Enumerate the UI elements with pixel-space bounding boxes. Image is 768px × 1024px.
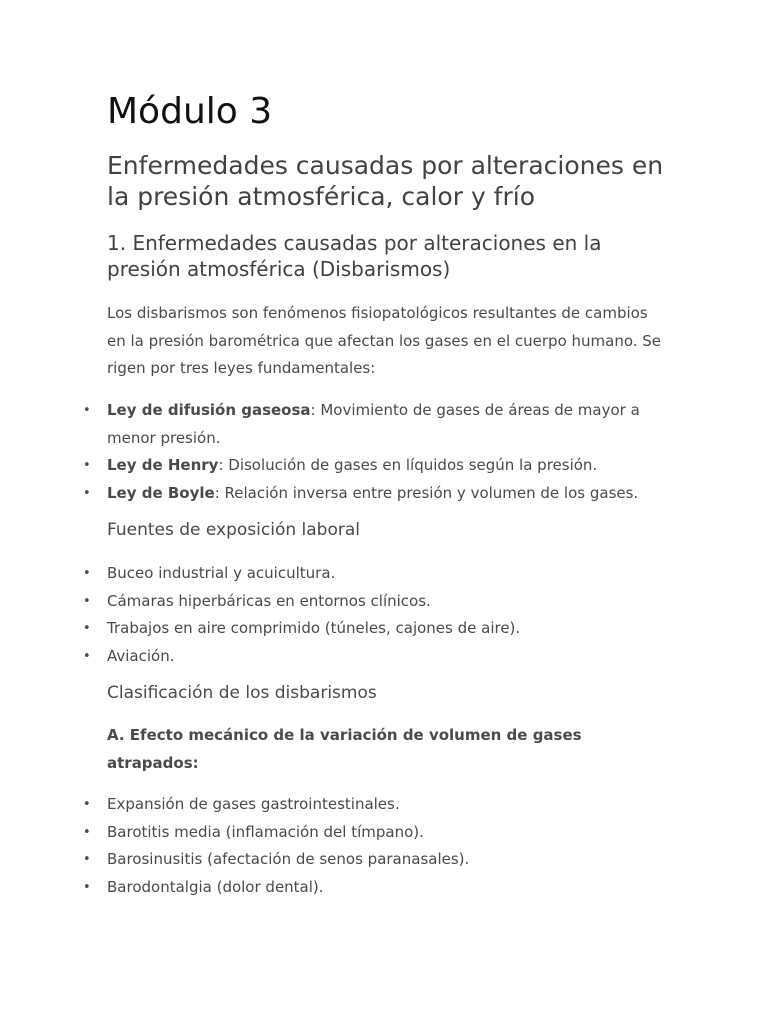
- list-item-text: Aviación.: [107, 646, 175, 665]
- list-item-text: Barodontalgia (dolor dental).: [107, 877, 324, 896]
- law-item: [83, 397, 667, 452]
- category-a-list: [83, 791, 667, 901]
- bullet-icon: •: [83, 403, 91, 418]
- exposure-list: [83, 560, 667, 670]
- bullet-icon: •: [83, 485, 91, 501]
- law-description: : Relación inversa entre presión y volumen de los gases.: [214, 483, 639, 502]
- law-item: [83, 480, 667, 508]
- law-item: [83, 452, 667, 480]
- module-subtitle: Enfermedades causadas por alteraciones en la presión atmosférica, calor y frío: [107, 151, 664, 211]
- module-title: Módulo 3: [107, 91, 273, 132]
- list-item-text: Cámaras hiperbáricas en entornos clínicos.: [107, 591, 431, 610]
- exposure-heading: Fuentes de exposición laboral: [107, 520, 360, 540]
- classification-heading: Clasificación de los disbarismos: [107, 683, 377, 703]
- list-item: [83, 791, 667, 819]
- bullet-icon: •: [83, 458, 91, 473]
- bullet-icon: •: [83, 566, 91, 581]
- laws-list: [83, 397, 667, 507]
- bullet-icon: •: [83, 621, 91, 636]
- list-item: [83, 588, 667, 616]
- law-term: Ley de Henry: [107, 456, 219, 474]
- bullet-icon: •: [83, 797, 91, 812]
- category-a-heading: A. Efecto mecánico de la variación de volumen de gases atrapados:: [107, 726, 582, 772]
- list-item-text: Barosinusitis (afectación de senos paranasales).: [107, 850, 470, 868]
- list-item-text: Barotitis media (inflamación del tímpano).: [107, 822, 424, 841]
- list-item-text: Buceo industrial y acuicultura.: [107, 564, 336, 582]
- law-description: : Disolución de gases en líquidos según la presión.: [218, 456, 598, 474]
- list-item: [83, 643, 667, 671]
- bullet-icon: •: [83, 593, 91, 609]
- list-item-text: Trabajos en aire comprimido (túneles, cajones de aire).: [107, 619, 521, 637]
- list-item-text: Expansión de gases gastrointestinales.: [107, 795, 400, 813]
- bullet-icon: •: [83, 824, 91, 840]
- list-item: [83, 819, 667, 847]
- intro-paragraph: Los disbarismos son fenómenos fisiopatológicos resultantes de cambios en la presión barométrica que afectan los gases en el cuerpo humano. Se rigen por tres leyes fundamentales:: [107, 304, 662, 377]
- bullet-icon: •: [83, 852, 91, 867]
- bullet-icon: •: [83, 648, 91, 664]
- list-item: [83, 615, 667, 643]
- law-term: Ley de Boyle: [107, 483, 215, 502]
- law-term: Ley de difusión gaseosa: [107, 401, 311, 419]
- law-description: : Movimiento de gases de áreas de mayor a menor presión.: [107, 401, 640, 447]
- bullet-icon: •: [83, 879, 91, 895]
- section-heading: 1. Enfermedades causadas por alteraciones en la presión atmosférica (Disbarismos): [107, 231, 602, 281]
- list-item: [83, 560, 667, 588]
- list-item: [83, 874, 667, 902]
- list-item: [83, 846, 667, 874]
